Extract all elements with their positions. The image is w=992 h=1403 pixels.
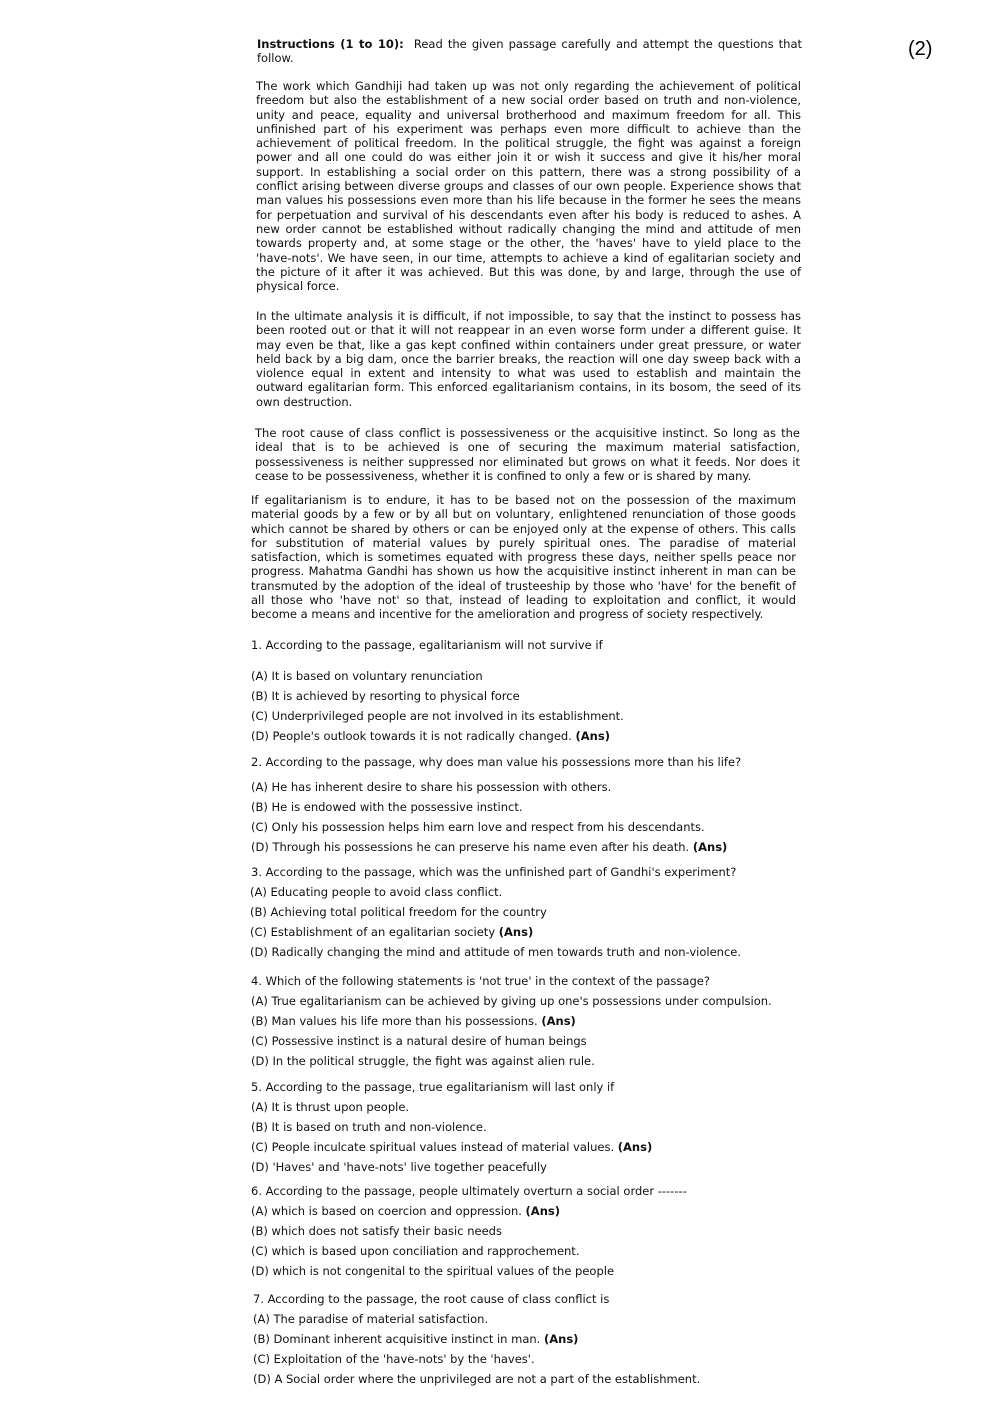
q2-option-a: (A) He has inherent desire to share his possession with others. bbox=[251, 780, 612, 794]
page-number: (2) bbox=[908, 38, 933, 60]
q1-option-d bbox=[251, 729, 610, 743]
question-7: 7. According to the passage, the root cause of class conflict is bbox=[253, 1292, 610, 1306]
q1-option-b: (B) It is achieved by resorting to physical force bbox=[251, 689, 520, 703]
q1-option-d-text: (D) People's outlook towards it is not radically changed. bbox=[251, 729, 572, 743]
q3-option-c bbox=[250, 925, 533, 939]
q7-option-a: (A) The paradise of material satisfaction. bbox=[253, 1312, 489, 1326]
answer-marker: (Ans) bbox=[498, 925, 534, 939]
q2-option-d bbox=[251, 840, 727, 854]
q5-option-b: (B) It is based on truth and non-violence. bbox=[251, 1120, 487, 1134]
q6-option-b: (B) which does not satisfy their basic needs bbox=[251, 1224, 502, 1238]
passage-paragraph-3: The root cause of class conflict is possessiveness or the acquisitive instinct. So long as the ideal that is to be achieved is one of securing the maximum material satisfaction, possessiveness is neither suppressed nor eliminated but grows on what it feeds. Nor does it cease to be possessiveness, whether it is confined to only a few or is shared by many. bbox=[255, 426, 800, 483]
question-2: 2. According to the passage, why does man value his possessions more than his life? bbox=[251, 755, 742, 769]
q4-option-d: (D) In the political struggle, the fight was against alien rule. bbox=[251, 1054, 595, 1068]
answer-marker: (Ans) bbox=[617, 1140, 653, 1154]
q1-option-c: (C) Underprivileged people are not involved in its establishment. bbox=[251, 709, 624, 723]
q6-option-d: (D) which is not congenital to the spiritual values of the people bbox=[251, 1264, 615, 1278]
answer-marker: (Ans) bbox=[543, 1332, 579, 1346]
question-6: 6. According to the passage, people ultimately overturn a social order ------- bbox=[251, 1184, 687, 1198]
answer-marker: (Ans) bbox=[575, 729, 610, 743]
question-3: 3. According to the passage, which was the unfinished part of Gandhi's experiment? bbox=[251, 865, 737, 879]
q3-option-c-text: (C) Establishment of an egalitarian society bbox=[250, 925, 496, 939]
question-1: 1. According to the passage, egalitarianism will not survive if bbox=[251, 638, 603, 652]
answer-marker: (Ans) bbox=[692, 840, 728, 854]
q4-option-a: (A) True egalitarianism can be achieved by giving up one's possessions under compulsion. bbox=[251, 994, 772, 1008]
q7-option-b-text: (B) Dominant inherent acquisitive instinct in man. bbox=[253, 1332, 541, 1346]
q7-option-c: (C) Exploitation of the 'have-nots' by the 'haves'. bbox=[253, 1352, 535, 1366]
passage-paragraph-4: If egalitarianism is to endure, it has to be based not on the possession of the maximum material goods by a few or by all but on voluntary, enlightened renunciation of those goods which cannot be shared by others or can be enjoyed only at the expense of others. This calls for substitution of material values by purely spiritual ones. The paradise of material satisfaction, which is sometimes equated with progress these days, neither spells peace nor progress. Mahatma Gandhi has shown us how the acquisitive instinct inherent in man can be transmuted by the adoption of the ideal of trusteeship by those who 'have' for the benefit of all those who 'have not' so that, instead of leading to exploitation and conflict, it would become a means and incentive for the amelioration and progress of society respectively. bbox=[251, 493, 796, 622]
q4-option-b-text: (B) Man values his life more than his possessions. bbox=[251, 1014, 538, 1028]
question-5: 5. According to the passage, true egalitarianism will last only if bbox=[251, 1080, 615, 1094]
q5-option-a: (A) It is thrust upon people. bbox=[251, 1100, 410, 1114]
answer-marker: (Ans) bbox=[525, 1204, 560, 1218]
answer-marker: (Ans) bbox=[541, 1014, 576, 1028]
passage-paragraph-2: In the ultimate analysis it is difficult, if not impossible, to say that the instinct to possess has been rooted out or that it will not reappear in an even worse form under a different guise. It may even be that, like a gas kept confined within containers under great pressure, or water held back by a big dam, once the barrier breaks, the reaction will one day sweep back with a violence equal in extent and intensity to what was used to establish and maintain the outward egalitarian form. This enforced egalitarianism contains, in its bosom, the seed of its own destruction. bbox=[256, 309, 801, 409]
question-4: 4. Which of the following statements is 'not true' in the context of the passage? bbox=[251, 974, 710, 988]
q4-option-c: (C) Possessive instinct is a natural desire of human beings bbox=[251, 1034, 587, 1048]
q1-option-a: (A) It is based on voluntary renunciation bbox=[251, 669, 483, 683]
q6-option-a-text: (A) which is based on coercion and oppression. bbox=[251, 1204, 522, 1218]
passage-paragraph-1: The work which Gandhiji had taken up was not only regarding the achievement of political freedom but also the establishment of a new social order based on truth and non-violence, unity and peace, equality and universal brotherhood and maximum freedom for all. This unfinished part of his experiment was perhaps even more difficult to achieve than the achievement of political freedom. In the political struggle, the fight was against a foreign power and all one could do was either join it or wish it success and give it his/her moral support. In establishing a social order on this pattern, there was a strong possibility of a conflict arising between diverse groups and classes of our own people. Experience shows that man values his possessions even more than his life because in the former he sees the means for perpetuation and survival of his descendants even after his body is reduced to ashes. A new order cannot be established without radically changing the mind and attitude of men towards property and, at some stage or the other, the 'haves' have to yield place to the 'have-nots'. We have seen, in our time, attempts to achieve a kind of egalitarian society and the picture of it after it was achieved. But this was done, by and large, through the use of physical force. bbox=[256, 79, 801, 294]
instructions bbox=[257, 37, 802, 66]
q3-option-d: (D) Radically changing the mind and attitude of men towards truth and non-violence. bbox=[250, 945, 742, 959]
q2-option-d-text: (D) Through his possessions he can preserve his name even after his death. bbox=[251, 840, 690, 854]
instructions-text: Read the given passage carefully and attempt the questions that follow. bbox=[257, 37, 802, 66]
q4-option-b bbox=[251, 1014, 576, 1028]
q6-option-c: (C) which is based upon conciliation and rapprochement. bbox=[251, 1244, 580, 1258]
q6-option-a bbox=[251, 1204, 560, 1218]
q2-option-c: (C) Only his possession helps him earn love and respect from his descendants. bbox=[251, 820, 705, 834]
q5-option-d: (D) 'Haves' and 'have-nots' live together peacefully bbox=[251, 1160, 547, 1174]
q3-option-a: (A) Educating people to avoid class conflict. bbox=[250, 885, 503, 899]
q5-option-c bbox=[251, 1140, 652, 1154]
instructions-label: Instructions (1 to 10): bbox=[257, 37, 404, 51]
q3-option-b: (B) Achieving total political freedom for the country bbox=[250, 905, 547, 919]
q7-option-b bbox=[253, 1332, 578, 1346]
q2-option-b: (B) He is endowed with the possessive instinct. bbox=[251, 800, 523, 814]
q5-option-c-text: (C) People inculcate spiritual values instead of material values. bbox=[251, 1140, 615, 1154]
q7-option-d: (D) A Social order where the unprivileged are not a part of the establishment. bbox=[253, 1372, 701, 1386]
